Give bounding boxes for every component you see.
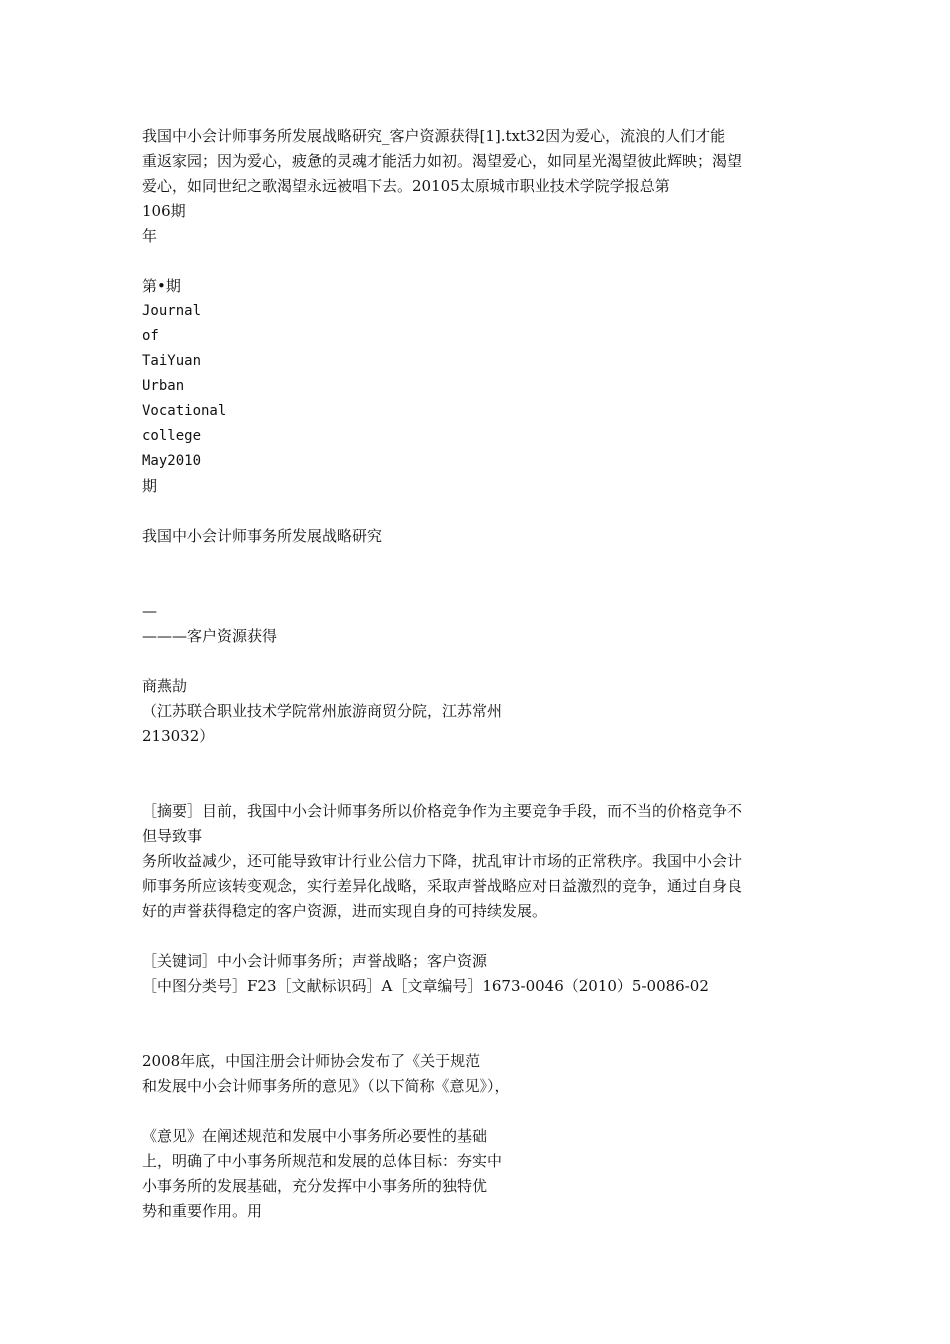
abstract-line: 师事务所应该转变观念，实行差异化战略，采取声誉战略应对日益激烈的竞争，通过自身良 bbox=[142, 877, 743, 895]
intro-line: 重返家园；因为爱心，疲惫的灵魂才能活力如初。渴望爱心，如同星光渴望彼此辉映；渴望 bbox=[142, 152, 743, 170]
author-name: 商燕劼 bbox=[142, 677, 188, 695]
document-page bbox=[142, 124, 822, 1224]
abstract-line: 但导致事 bbox=[142, 827, 203, 845]
body-line: 小事务所的发展基础，充分发挥中小事务所的独特优 bbox=[142, 1177, 488, 1195]
body-line: 和发展中小会计师事务所的意见》（以下简称《意见》）， bbox=[142, 1077, 510, 1095]
abstract-line: 好的声誉获得稳定的客户资源，进而实现自身的可持续发展。 bbox=[142, 902, 548, 920]
abstract bbox=[142, 799, 822, 924]
intro-text bbox=[142, 124, 822, 249]
body-paragraph bbox=[142, 1124, 822, 1224]
subtitle-dash: — bbox=[142, 602, 157, 620]
masthead-line: college bbox=[142, 428, 202, 444]
intro-line: 年 bbox=[142, 227, 158, 245]
masthead-line: Vocational bbox=[142, 403, 227, 419]
abstract-line: 务所收益减少，还可能导致审计行业公信力下降，扰乱审计市场的正常秩序。我国中小会计 bbox=[142, 852, 743, 870]
intro-line: 106期 bbox=[142, 202, 186, 220]
abstract-line: ［摘要］目前，我国中小会计师事务所以价格竞争作为主要竞争手段，而不当的价格竞争不 bbox=[142, 802, 743, 820]
masthead-line: Journal bbox=[142, 303, 202, 319]
classification-info: ［中图分类号］F23［文献标识码］A［文章编号］1673-0046（2010）5-0086-02 bbox=[142, 977, 709, 995]
masthead-line: 期 bbox=[142, 477, 158, 495]
body-line: 《意见》在阐述规范和发展中小事务所必要性的基础 bbox=[142, 1127, 488, 1145]
author-affiliation: （江苏联合职业技术学院常州旅游商贸分院，江苏常州 bbox=[142, 702, 503, 720]
body-paragraph bbox=[142, 1049, 822, 1099]
body-line: 势和重要作用。用 bbox=[142, 1202, 263, 1220]
masthead-line: Urban bbox=[142, 378, 185, 394]
article-title: 我国中小会计师事务所发展战略研究 bbox=[142, 527, 383, 545]
body-line: 2008年底，中国注册会计师协会发布了《关于规范 bbox=[142, 1052, 481, 1070]
journal-masthead bbox=[142, 274, 822, 499]
masthead-line: May2010 bbox=[142, 453, 202, 469]
intro-line: 爱心，如同世纪之歌渴望永远被唱下去。20105太原城市职业技术学院学报总第 bbox=[142, 177, 670, 195]
masthead-line: 第•期 bbox=[142, 277, 181, 295]
masthead-line: TaiYuan bbox=[142, 353, 202, 369]
intro-line: 我国中小会计师事务所发展战略研究_客户资源获得[1].txt32因为爱心，流浪的人们才能 bbox=[142, 127, 726, 145]
masthead-line: of bbox=[142, 328, 159, 344]
article-subtitle: ———客户资源获得 bbox=[142, 627, 278, 645]
keywords: ［关键词］中小会计师事务所；声誉战略；客户资源 bbox=[142, 952, 488, 970]
body-line: 上，明确了中小事务所规范和发展的总体目标：夯实中 bbox=[142, 1152, 503, 1170]
author-affiliation-postcode: 213032） bbox=[142, 727, 215, 745]
